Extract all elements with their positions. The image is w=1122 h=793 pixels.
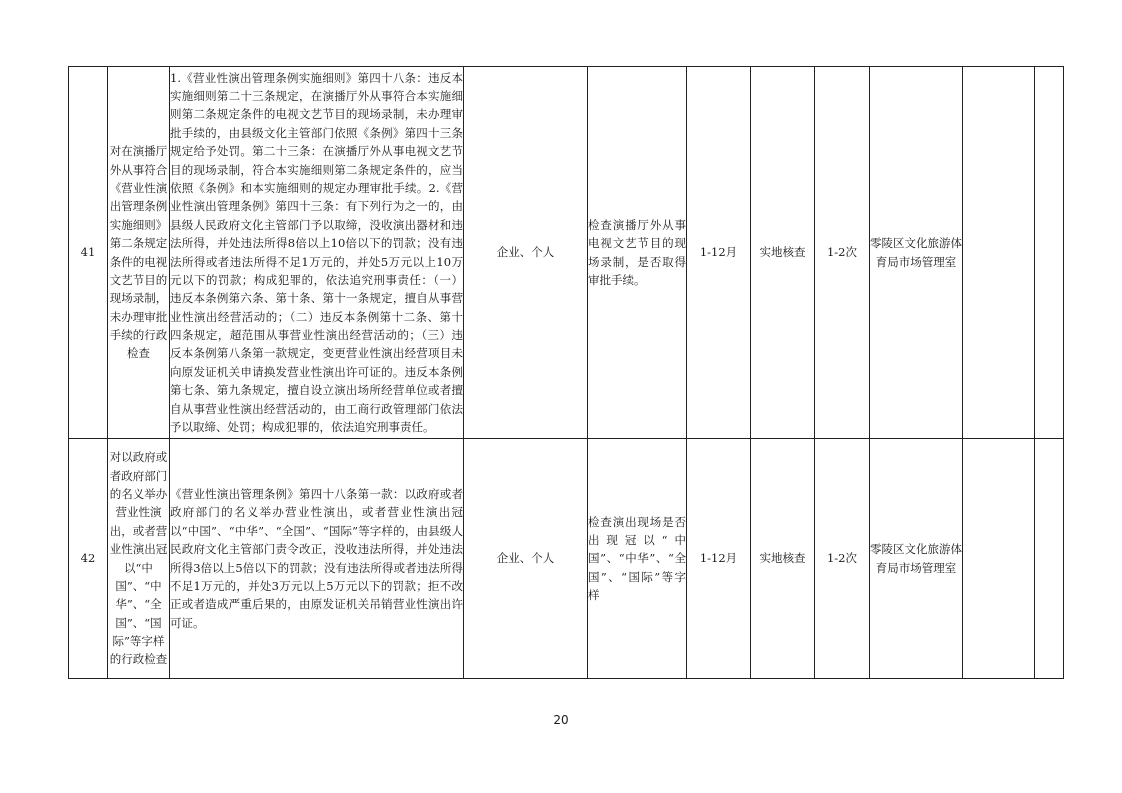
page-number: 20 (553, 713, 569, 727)
inspection-content: 检查演播厅外从事电视文艺节目的现场录制，是否取得审批手续。 (588, 67, 687, 439)
table-row (69, 67, 1064, 439)
responsible-department: 零陵区文化旅游体育局市场管理室 (870, 67, 963, 439)
inspection-object: 企业、个人 (464, 439, 588, 679)
inspection-object: 企业、个人 (464, 67, 588, 439)
empty-cell (1035, 439, 1064, 679)
table-row (69, 439, 1064, 679)
row-number: 41 (69, 67, 108, 439)
legal-basis: 1.《营业性演出管理条例实施细则》第四十八条：违反本实施细则第二十三条规定，在演播厅外从事符合本实施细则第二条规定条件的电视文艺节目的现场录制，未办理审批手续的，由县级文化主管部门依照《条例》第四十三条规定给予处罚。第二十三条：在演播厅外从事电视文艺节目的现场录制，符合本实施细则第二条规定条件的，应当依照《条例》和本实施细则的规定办理审批手续。2.《营业性演出管理条例》第四十三条：有下列行为之一的，由县级人民政府文化主管部门予以取缔，没收演出器材和违法所得，并处违法所得8倍以上10倍以下的罚款；没有违法所得或者违法所得不足1万元的，并处5万元以上10万元以下的罚款；构成犯罪的，依法追究刑事责任：（一）违反本条例第六条、第十条、第十一条规定，擅自从事营业性演出经营活动的；（二）违反本条例第十二条、第十四条规定，超范围从事营业性演出经营活动的；（三）违反本条例第八条第一款规定，变更营业性演出经营项目未向原发证机关申请换发营业性演出许可证的。违反本条例第七条、第九条规定，擅自设立演出场所经营单位或者擅自从事营业性演出经营活动的，由工商行政管理部门依法予以取缔、处罚；构成犯罪的，依法追究刑事责任。 (170, 67, 464, 439)
empty-cell (963, 439, 1035, 679)
row-number: 42 (69, 439, 108, 679)
inspection-time: 1-12月 (687, 67, 751, 439)
inspection-item: 对在演播厅外从事符合《营业性演出管理条例实施细则》第二条规定条件的电视文艺节目的现场录制，未办理审批手续的行政检查 (108, 67, 170, 439)
inspection-content: 检查演出现场是否出现冠以“中国”、“中华”、“全国”、“国际”等字样 (588, 439, 687, 679)
inspection-table (68, 66, 1064, 679)
inspection-item: 对以政府或者政府部门的名义举办营业性演出，或者营业性演出冠以“中国”、“中华”、“全国”、“国际”等字样的行政检查 (108, 439, 170, 679)
responsible-department: 零陵区文化旅游体育局市场管理室 (870, 439, 963, 679)
empty-cell (963, 67, 1035, 439)
inspection-frequency: 1-2次 (815, 439, 870, 679)
inspection-time: 1-12月 (687, 439, 751, 679)
legal-basis: 《营业性演出管理条例》第四十八条第一款：以政府或者政府部门的名义举办营业性演出，或者营业性演出冠以“中国”、“中华”、“全国”、“国际”等字样的，由县级人民政府文化主管部门责令改正，没收违法所得，并处违法所得3倍以上5倍以下的罚款；没有违法所得或者违法所得不足1万元的，并处3万元以上5万元以下的罚款；拒不改正或者造成严重后果的，由原发证机关吊销营业性演出许可证。 (170, 439, 464, 679)
empty-cell (1035, 67, 1064, 439)
inspection-method: 实地核查 (751, 439, 815, 679)
inspection-frequency: 1-2次 (815, 67, 870, 439)
inspection-method: 实地核查 (751, 67, 815, 439)
